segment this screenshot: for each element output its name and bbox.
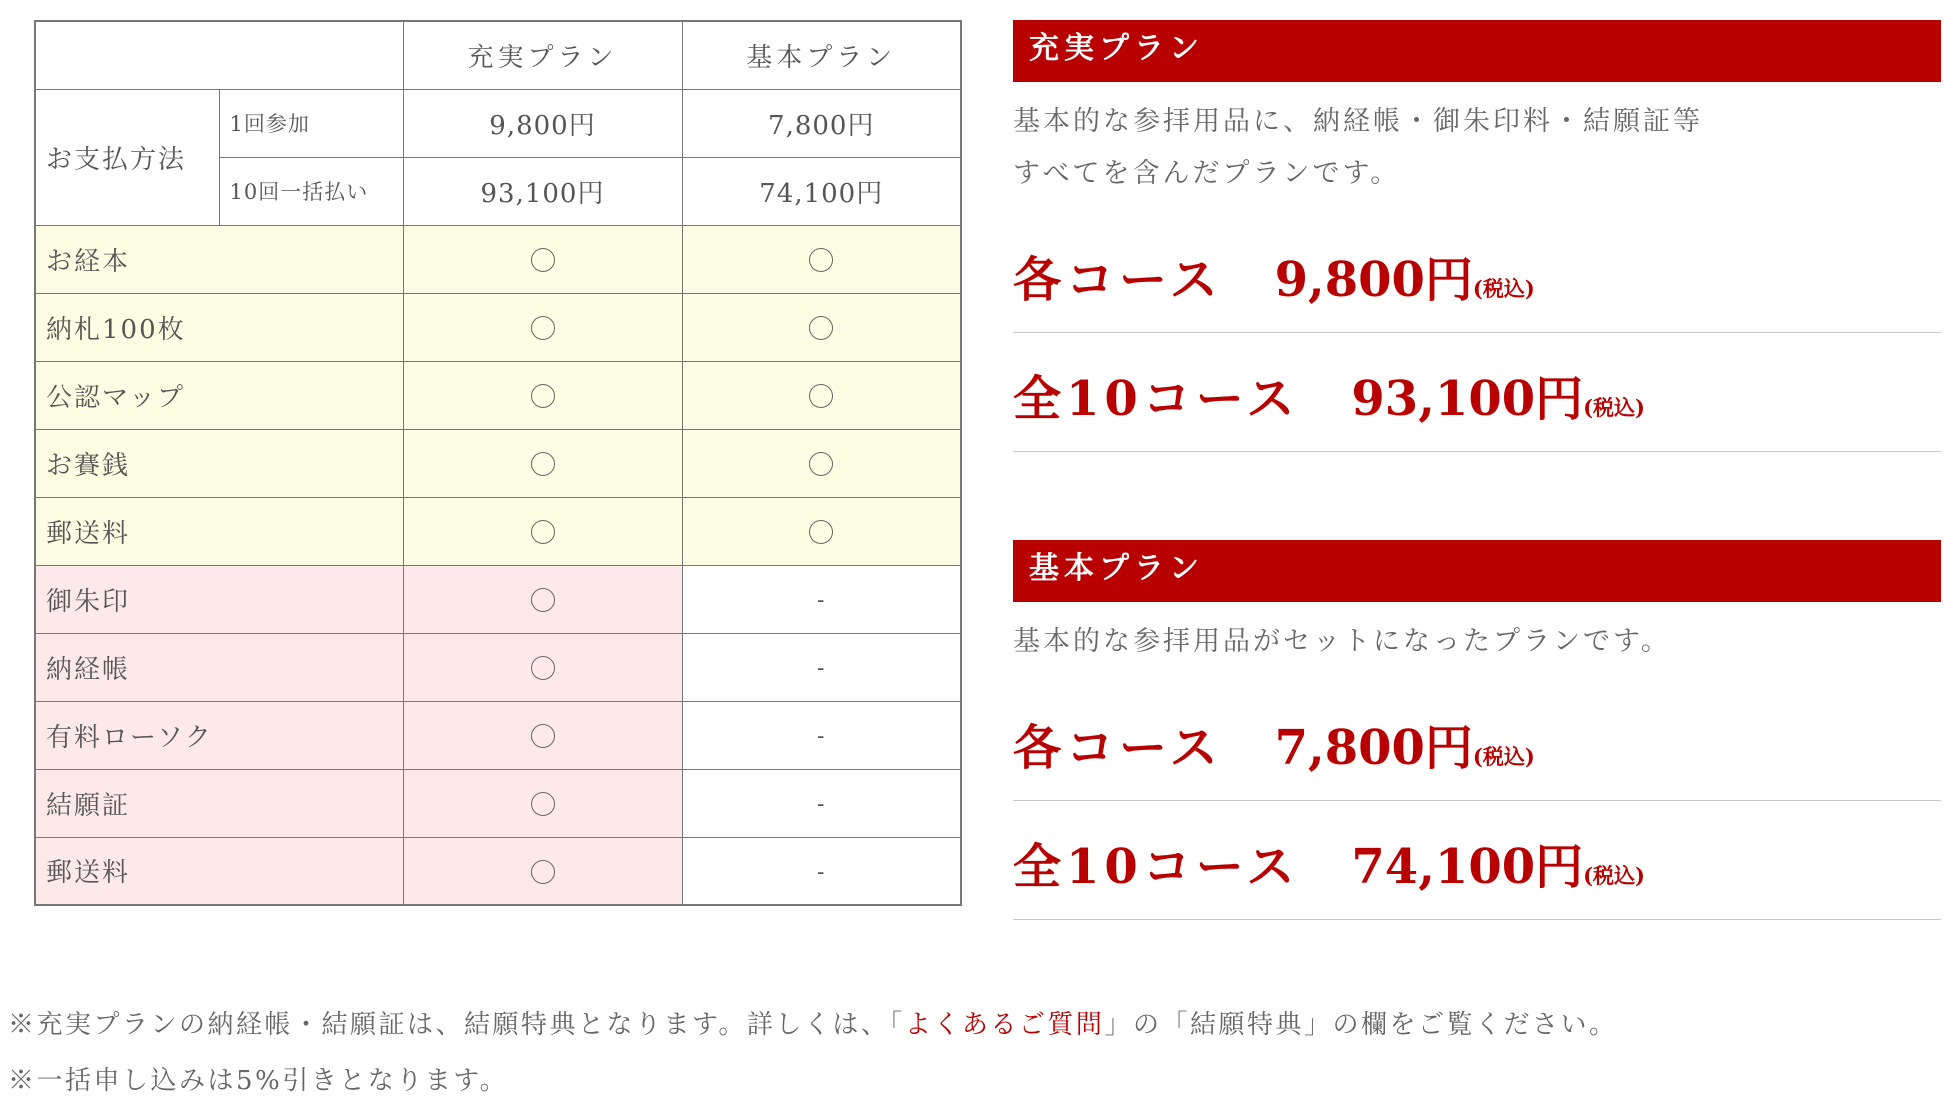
juujitsu-included-cell (403, 701, 682, 769)
course-label: 全10コース (1013, 371, 1300, 427)
included-circle-icon (531, 520, 555, 544)
table-row (35, 89, 961, 157)
footnote (8, 1008, 1617, 1042)
table-row (35, 361, 961, 429)
course-label: 各コース (1013, 252, 1223, 308)
item-label: 公認マップ (35, 361, 403, 429)
included-circle-icon (531, 656, 555, 680)
juujitsu-included-cell (403, 633, 682, 701)
item-label: 郵送料 (35, 837, 403, 905)
included-circle-icon (531, 792, 555, 816)
kihon-included-cell (682, 225, 961, 293)
faq-link[interactable]: よくあるご質問 (904, 1010, 1105, 1040)
table-row (35, 565, 961, 633)
kihon-included-cell (682, 837, 961, 905)
footnotes (8, 1008, 1617, 1120)
price-row (1013, 682, 1941, 801)
included-circle-icon (531, 860, 555, 884)
included-circle-icon (809, 452, 833, 476)
kihon-included-cell (682, 701, 961, 769)
course-price: 7,800円 (1274, 720, 1473, 776)
table-row (35, 837, 961, 905)
item-label: お経本 (35, 225, 403, 293)
juujitsu-included-cell (403, 837, 682, 905)
plan-comparison-table (34, 20, 962, 906)
juujitsu-included-cell (403, 293, 682, 361)
not-included-dash: - (817, 656, 826, 681)
not-included-dash: - (817, 792, 826, 817)
price-row (1013, 214, 1941, 333)
payment-method-label: お支払方法 (35, 89, 219, 225)
included-circle-icon (531, 588, 555, 612)
tax-label: (税込) (1583, 395, 1645, 420)
price-cell: 7,800円 (682, 89, 961, 157)
juujitsu-included-cell (403, 429, 682, 497)
kihon-included-cell (682, 293, 961, 361)
juujitsu-included-cell (403, 225, 682, 293)
plan-panel-kihon (1013, 540, 1941, 920)
table-row (35, 293, 961, 361)
kihon-included-cell (682, 429, 961, 497)
included-circle-icon (531, 384, 555, 408)
plan-title: 基本プラン (1013, 540, 1941, 602)
course-price: 93,100円 (1351, 371, 1584, 427)
course-label: 各コース (1013, 720, 1223, 776)
included-circle-icon (531, 248, 555, 272)
table-row (35, 633, 961, 701)
price-row (1013, 801, 1941, 920)
item-label: 有料ローソク (35, 701, 403, 769)
tax-label: (税込) (1472, 744, 1535, 769)
price-cell: 9,800円 (403, 89, 682, 157)
item-label: お賽銭 (35, 429, 403, 497)
course-price: 74,100円 (1351, 839, 1584, 895)
tax-label: (税込) (1583, 863, 1645, 888)
item-label: 結願証 (35, 769, 403, 837)
plan-description-line: 基本的な参拝用品がセットになったプランです。 (1013, 626, 1671, 657)
item-label: 納札100枚 (35, 293, 403, 361)
included-circle-icon (809, 384, 833, 408)
price-cell: 74,100円 (682, 157, 961, 225)
course-label: 全10コース (1013, 839, 1300, 895)
header-juujitsu-plan: 充実プラン (403, 21, 682, 89)
payment-sub-label: 10回一括払い (219, 157, 403, 225)
price-row (1013, 333, 1941, 452)
footnote-text: ※充実プランの納経帳・結願証は、結願特典となります。詳しくは、「 (8, 1010, 905, 1040)
juujitsu-included-cell (403, 769, 682, 837)
not-included-dash: - (817, 859, 826, 885)
table-row (35, 497, 961, 565)
course-price: 9,800円 (1274, 252, 1473, 308)
included-circle-icon (531, 452, 555, 476)
kihon-included-cell (682, 565, 961, 633)
item-label: 納経帳 (35, 633, 403, 701)
item-label: 御朱印 (35, 565, 403, 633)
payment-sub-label: 1回参加 (219, 89, 403, 157)
plan-description (1013, 96, 1941, 200)
table-row (35, 769, 961, 837)
plan-description (1013, 616, 1941, 668)
plan-panel-juujitsu (1013, 20, 1941, 452)
kihon-included-cell (682, 769, 961, 837)
price-cell: 93,100円 (403, 157, 682, 225)
header-empty-cell (35, 21, 403, 89)
included-circle-icon (809, 316, 833, 340)
included-circle-icon (531, 316, 555, 340)
juujitsu-included-cell (403, 497, 682, 565)
juujitsu-included-cell (403, 361, 682, 429)
header-kihon-plan: 基本プラン (682, 21, 961, 89)
footnote: ※一括申し込みは5%引きとなります。 (8, 1066, 509, 1096)
table-header-row (35, 21, 961, 89)
tax-label: (税込) (1472, 276, 1535, 301)
included-circle-icon (531, 724, 555, 748)
plan-description-line: すべてを含んだプランです。 (1013, 158, 1401, 189)
included-circle-icon (809, 248, 833, 272)
table-row (35, 701, 961, 769)
plan-title: 充実プラン (1013, 20, 1941, 82)
kihon-included-cell (682, 633, 961, 701)
not-included-dash: - (817, 588, 826, 613)
plan-description-line: 基本的な参拝用品に、納経帳・御朱印料・結願証等 (1013, 106, 1703, 137)
item-label: 郵送料 (35, 497, 403, 565)
item-rows (35, 225, 961, 905)
not-included-dash: - (817, 724, 826, 749)
included-circle-icon (809, 520, 833, 544)
footnote-text: 」の「結願特典」の欄をご覧ください。 (1104, 1010, 1618, 1040)
juujitsu-included-cell (403, 565, 682, 633)
kihon-included-cell (682, 497, 961, 565)
table-row (35, 225, 961, 293)
table-row (35, 429, 961, 497)
kihon-included-cell (682, 361, 961, 429)
